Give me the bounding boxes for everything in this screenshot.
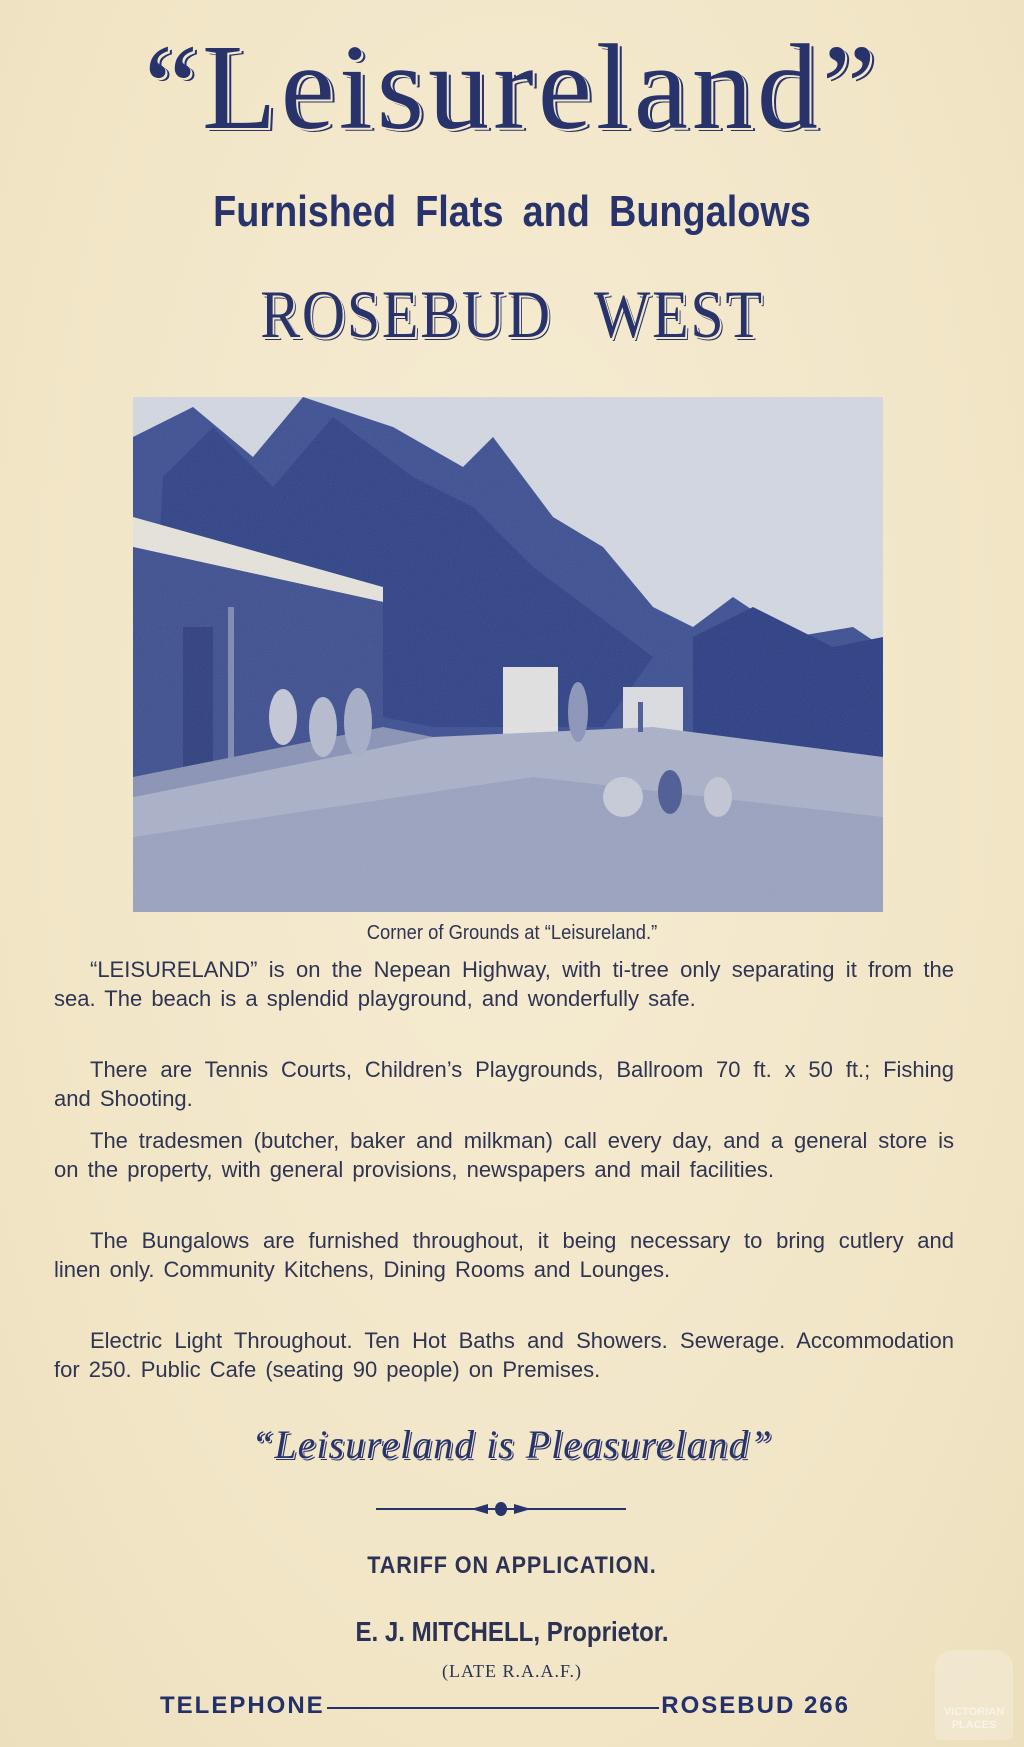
subtitle: Furnished Flats and Bungalows xyxy=(213,187,811,236)
proprietor-name: E. J. MITCHELL, Proprietor. xyxy=(355,1616,669,1647)
grounds-photo xyxy=(133,397,883,912)
telephone-number: ROSEBUD 266 xyxy=(661,1692,850,1719)
victorian-places-watermark-icon xyxy=(935,1650,1013,1740)
location-heading: ROSEBUD WEST xyxy=(260,276,764,352)
tariff-notice: TARIFF ON APPLICATION. xyxy=(367,1552,657,1579)
photo-image xyxy=(133,397,883,912)
paragraph-location: “LEISURELAND” is on the Nepean Highway, with ti-tree only separating it from the sea. The beach is a splendid playground, and wonderfully safe. xyxy=(54,957,954,1011)
slogan: “Leisureland is Pleasureland” xyxy=(251,1422,773,1467)
telephone-line xyxy=(160,1688,850,1724)
watermark-line-2: PLACES xyxy=(951,1719,997,1731)
telephone-label: TELEPHONE xyxy=(160,1692,325,1719)
telephone-rule xyxy=(327,1707,660,1709)
watermark-line-1: VICTORIAN xyxy=(943,1706,1005,1718)
proprietor-note: (LATE R.A.A.F.) xyxy=(441,1661,583,1681)
page-title: “Leisureland” xyxy=(143,20,881,155)
ornament-divider-icon xyxy=(376,1502,626,1516)
paragraph-tradesmen: The tradesmen (butcher, baker and milkman) call every day, and a general store is on the property, with general provisions, newspapers and mail facilities. xyxy=(54,1128,954,1182)
paragraph-bungalows: The Bungalows are furnished throughout, it being necessary to bring cutlery and linen only. Community Kitchens, Dining Rooms and Lounges. xyxy=(54,1228,954,1282)
paragraph-amenities: There are Tennis Courts, Children’s Playgrounds, Ballroom 70 ft. x 50 ft.; Fishing and Shooting. xyxy=(54,1057,954,1111)
paragraph-facilities: Electric Light Throughout. Ten Hot Baths and Showers. Sewerage. Accommodation for 250. Public Cafe (seating 90 people) on Premises. xyxy=(54,1328,954,1382)
photo-caption: Corner of Grounds at “Leisureland.” xyxy=(366,922,658,944)
